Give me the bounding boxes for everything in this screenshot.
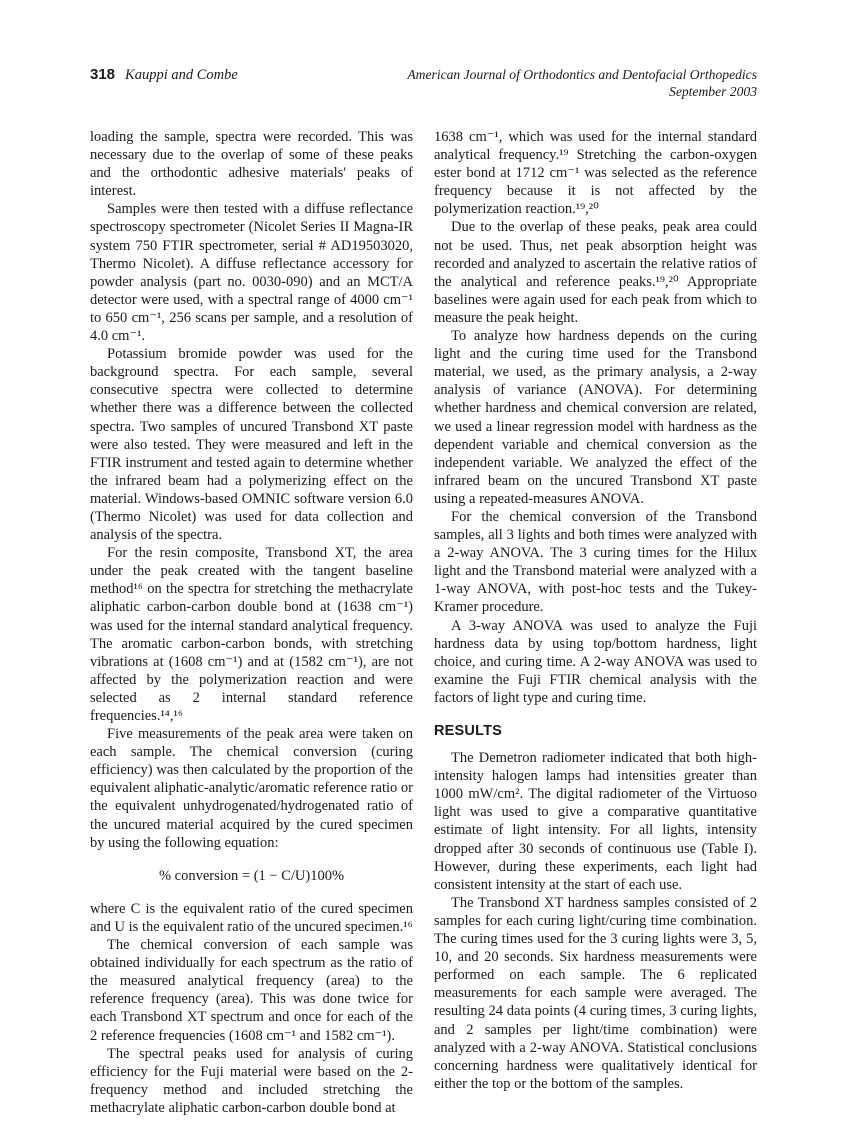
conversion-equation: % conversion = (1 − C/U)100% [158,867,345,884]
paragraph: Samples were then tested with a diffuse reflectance spectroscopy spectrometer (Nicolet Series II Magna-IR system 750 FTIR spectrometer, serial # AD19503020, Thermo Nicolet). A diffuse reflectance accessory for powder analysis (part no. 0030-090) and an MCT/A detector were used, with a spectral range of 4000 cm⁻¹ to 650 cm⁻¹, 256 scans per sample, and a resolution of 4.0 cm⁻¹. [90,201,413,345]
header-left [90,66,238,84]
paragraph: For the resin composite, Transbond XT, the area under the peak created with the tangent baseline method¹⁶ on the spectra for stretching the methacrylate aliphatic carbon-carbon double bond at (1638 cm⁻¹) was used for the internal standard analytical frequency. The aromatic carbon-carbon bonds, with stretching vibrations at (1608 cm⁻¹) and at (1582 cm⁻¹), are not affected by the polymerization reaction and were selected as 2 internal standard reference frequencies.¹⁴,¹⁶ [90,545,413,724]
paragraph: The Demetron radiometer indicated that both high-intensity halogen lamps had intensities greater than 1000 mW/cm². The digital radiometer of the Virtuoso light was used to give a comparative quantitative estimate of light intensity. For all lights, intensity dropped after 30 seconds of continuous use (Table I). However, during these experiments, each light had consistent intensity at the start of each use. [434,750,757,893]
paragraph: A 3-way ANOVA was used to analyze the Fuji hardness data by using top/bottom hardness, light choice, and curing time. A 2-way ANOVA was used to examine the Fuji FTIR chemical analysis with the factors of light type and curing time. [434,617,757,706]
running-authors: Kauppi and Combe [125,67,238,83]
left-column [90,128,413,1117]
paragraph: To analyze how hardness depends on the curing light and the curing time used for the Transbond material, we used, as the primary analysis, a 2-way analysis of variance (ANOVA). For determining whether hardness and chemical conversion are related, we used a linear regression model with hardness as the dependent variable and chemical conversion as the independent variable. We analyzed the effect of the infrared beam on the uncured Transbond XT paste using a repeated-measures ANOVA. [434,328,757,507]
journal-masthead [407,66,757,100]
paragraph: For the chemical conversion of the Transbond samples, all 3 lights and both times were analyzed with a 2-way ANOVA. The 3 curing times for the Hilux light and the Transbond material were analyzed with a 1-way ANOVA, with post-hoc tests and the Tukey-Kramer procedure. [434,508,757,616]
journal-name: American Journal of Orthodontics and Dentofacial Orthopedics [407,67,757,82]
issue-date: September 2003 [669,84,757,99]
paragraph: Due to the overlap of these peaks, peak area could not be used. Thus, net peak absorption height was recorded and analyzed to ascertain the relative ratios of the analytical and reference peaks.¹⁹,²⁰ Appropriate baselines were again used for each peak from which to measure the peak height. [434,219,757,326]
paragraph: The spectral peaks used for analysis of curing efficiency for the Fuji material were based on the 2-frequency method and included stretching the methacrylate aliphatic carbon-carbon double bond at [90,1045,413,1116]
body-columns [90,128,757,1117]
paragraph: The chemical conversion of each sample was obtained individually for each spectrum as the ratio of the measured analytical frequency (area) to the reference frequency (area). This was done twice for each Transbond XT spectrum and once for each of the 2 reference frequencies (1608 cm⁻¹ and 1582 cm⁻¹). [90,937,413,1044]
paragraph: where C is the equivalent ratio of the cured specimen and U is the equivalent ratio of the uncured specimen.¹⁶ [90,900,413,935]
paragraph: 1638 cm⁻¹, which was used for the internal standard analytical frequency.¹⁹ Stretching the carbon-oxygen ester bond at 1712 cm⁻¹ was selected as the reference frequency because it is not affected by the polymerization reaction.¹⁹,²⁰ [434,129,757,218]
page-number: 318 [90,66,116,83]
paragraph: Five measurements of the peak area were taken on each sample. The chemical conversion (curing efficiency) was then calculated by the proportion of the equivalent aliphatic-analytic/aromatic reference ratio or the equivalent unhydrogenated/hydrogenated ratio of the uncured material acquired by the cured specimen by using the following equation: [90,726,413,851]
page-header [90,66,757,100]
paragraph: loading the sample, spectra were recorded. This was necessary due to the overlap of some of these peaks and the orthodontic adhesive materials' peaks of interest. [90,129,413,200]
paragraph: The Transbond XT hardness samples consisted of 2 samples for each curing light/curing time combination. The curing times used for the 3 curing lights were 3, 5, 10, and 20 seconds. Six hardness measurements were performed on each sample. The 6 replicated measurements for each sample were averaged. The resulting 24 data points (4 curing times, 3 curing lights, and 2 samples per light/time combination) were analyzed with a 2-way ANOVA. Statistical conclusions concerning hardness were qualitatively identical for either the top or the bottom of the samples. [434,894,757,1092]
paragraph: Potassium bromide powder was used for the background spectra. For each sample, several consecutive spectra were collected to determine whether there was a difference between the collected spectra. Two samples of uncured Transbond XT paste were also tested. They were measured and left in the FTIR instrument and tested again to determine whether the infrared beam had a polymerizing effect on the material. Windows-based OMNIC software version 6.0 (Thermo Nicolet) was used for data collection and analysis of the spectra. [90,346,413,544]
section-heading-results: RESULTS [434,723,502,739]
right-column [434,128,757,1117]
